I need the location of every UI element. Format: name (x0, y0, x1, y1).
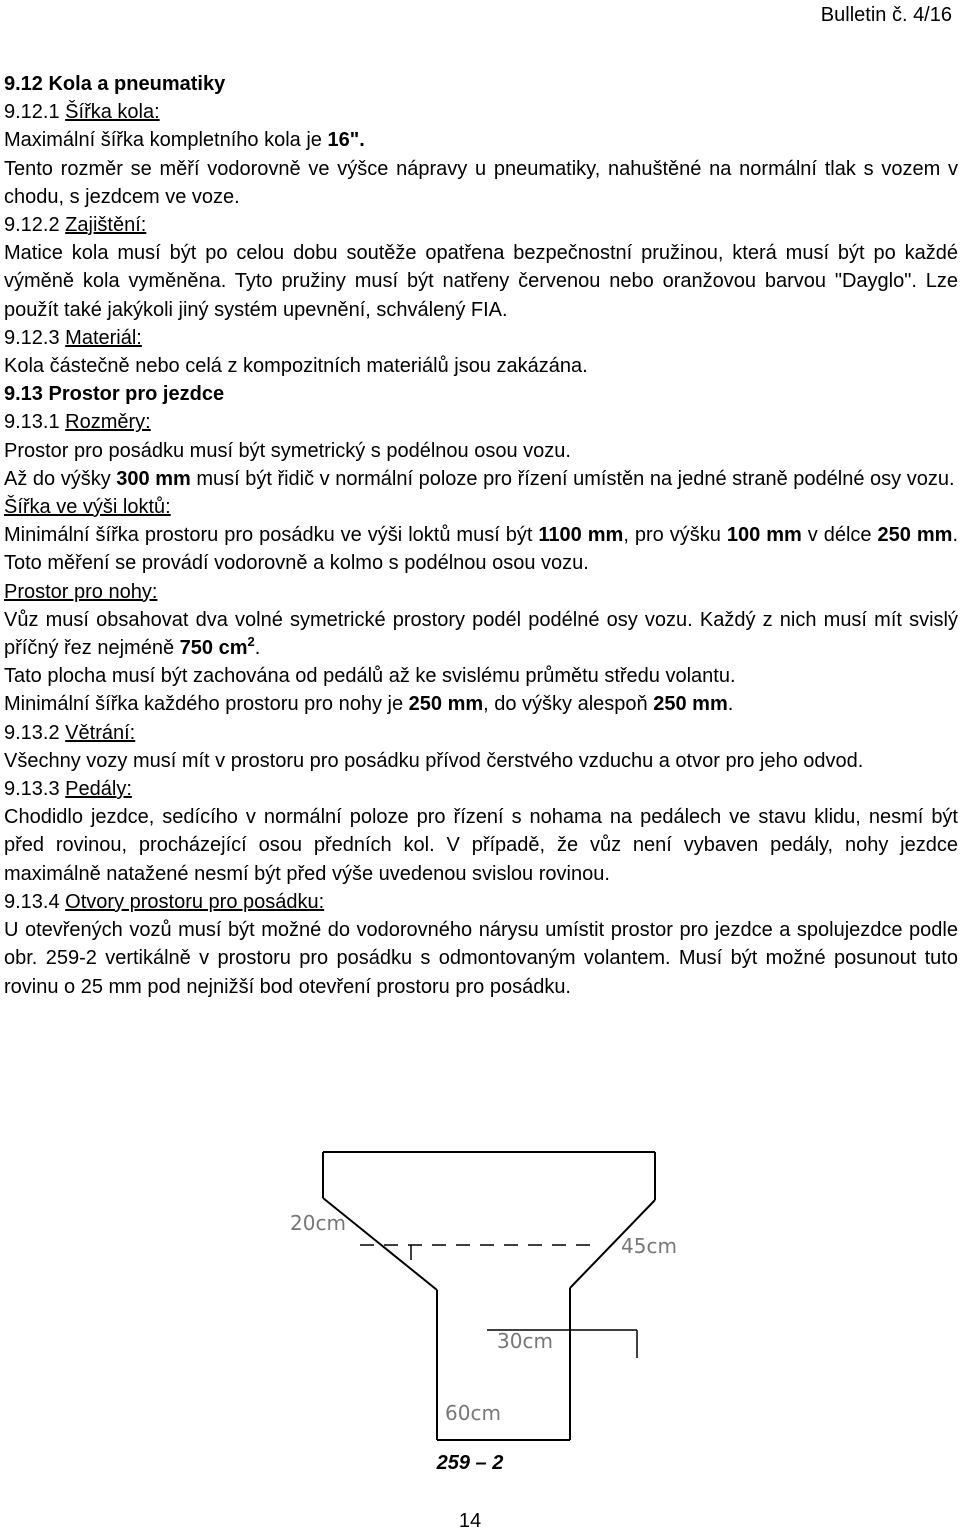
driver-position-text: Až do výšky 300 mm musí být řidič v normální poloze pro řízení umístěn na jedné straně podélné osy vozu. (4, 467, 955, 490)
section-9-13-1-heading: 9.13.1 Rozměry: (4, 411, 151, 434)
material-text: Kola částečně nebo celá z kompozitních materiálů jsou zakázána. (4, 355, 588, 378)
wheel-width-text: Maximální šířka kompletního kola je 16". (4, 129, 365, 152)
section-9-13-4-heading: 9.13.4 Otvory prostoru pro posádku: (4, 890, 325, 913)
leg-space-heading: Prostor pro nohy: (4, 580, 158, 603)
page-number: 14 (458, 1510, 482, 1532)
figure-caption: 259 – 2 (436, 1452, 504, 1474)
ventilation-text: Všechny vozy musí mít v prostoru pro posádku přívod čerstvého vzduchu a otvor pro jeho odvod. (4, 749, 864, 772)
cockpit-openings-text: U otevřených vozů musí být možné do vodorovného nárysu umístit prostor pro jezdce a spolujezdce podle obr. 259-2 vertikálně v prostoru pro posádku s odmontovaným volantem. Musí být možné posunout tuto rovinu o 25 mm pod nejnižší bod otevření prostoru pro posádku. (4, 919, 958, 998)
bulletin-header: Bulletin č. 4/16 (820, 4, 952, 26)
elbow-width-heading: Šířka ve výši loktů: (4, 496, 171, 519)
section-9-13-title: 9.13 Prostor pro jezdce (4, 383, 225, 406)
dim-right-label: 45cm (621, 1234, 677, 1258)
section-9-12-2-heading: 9.12.2 Zajištění: (4, 214, 147, 237)
securing-text: Matice kola musí být po celou dobu soutěže opatřena bezpečnostní pružinou, která musí být po každé výměně kola vyměněna. Tyto pružiny musí být natřeny červenou nebo oranžovou barvou "Dayglo". Lze použít také jakýkoli jiný systém upevnění, schválený FIA. (4, 242, 958, 321)
section-9-13-3-heading: 9.13.3 Pedály: (4, 778, 132, 801)
cockpit-template-drawing (0, 1140, 960, 1450)
leg-space-text: Vůz musí obsahovat dva volné symetrické prostory podél podélné osy vozu. Každý z nich musí mít svislý příčný řez nejméně 750 $cm^2$. (4, 608, 958, 660)
dim-top-label: 20cm (290, 1211, 346, 1235)
section-9-13-2-heading: 9.13.2 Větrání: (4, 721, 136, 744)
pedals-text: Chodidlo jezdce, sedícího v normální poloze pro řízení s nohama na pedálech ve stavu klidu, nesmí být před rovinou, procházející osou předních kol. V případě, že vůz není vybaven pedály, nohy jezdce maximálně natažené nesmí být před výše uvedenou svislou rovinou. (4, 806, 958, 885)
wheel-width-measure-text: Tento rozměr se měří vodorovně ve výšce nápravy u pneumatiky, nahuštěné na normální tlak s vozem v chodu, s jezdcem ve voze. (4, 157, 958, 208)
dimensions-text: Prostor pro posádku musí být symetrický s podélnou osou vozu. (4, 439, 571, 462)
section-9-12-3-heading: 9.12.3 Materiál: (4, 326, 142, 349)
section-9-12-1-heading: 9.12.1 Šířka kola: (4, 101, 160, 124)
section-9-12-title: 9.12 Kola a pneumatiky (4, 73, 226, 95)
dim-middle-label: 30cm (497, 1329, 553, 1353)
document-body (4, 70, 958, 1001)
leg-space-area-text: Tato plocha musí být zachována od pedálů až ke svislému průmětu středu volantu. (4, 665, 736, 688)
elbow-width-text: Minimální šířka prostoru pro posádku ve výši loktů musí být 1100 mm, pro výšku 100 mm v délce 250 mm. Toto měření se provádí vodorovně a kolmo s podélnou osou vozu. (4, 524, 959, 575)
dim-bottom-label: 60cm (445, 1401, 501, 1425)
leg-space-width-text: Minimální šířka každého prostoru pro nohy je 250 mm, do výšky alespoň 250 mm. (4, 693, 734, 716)
